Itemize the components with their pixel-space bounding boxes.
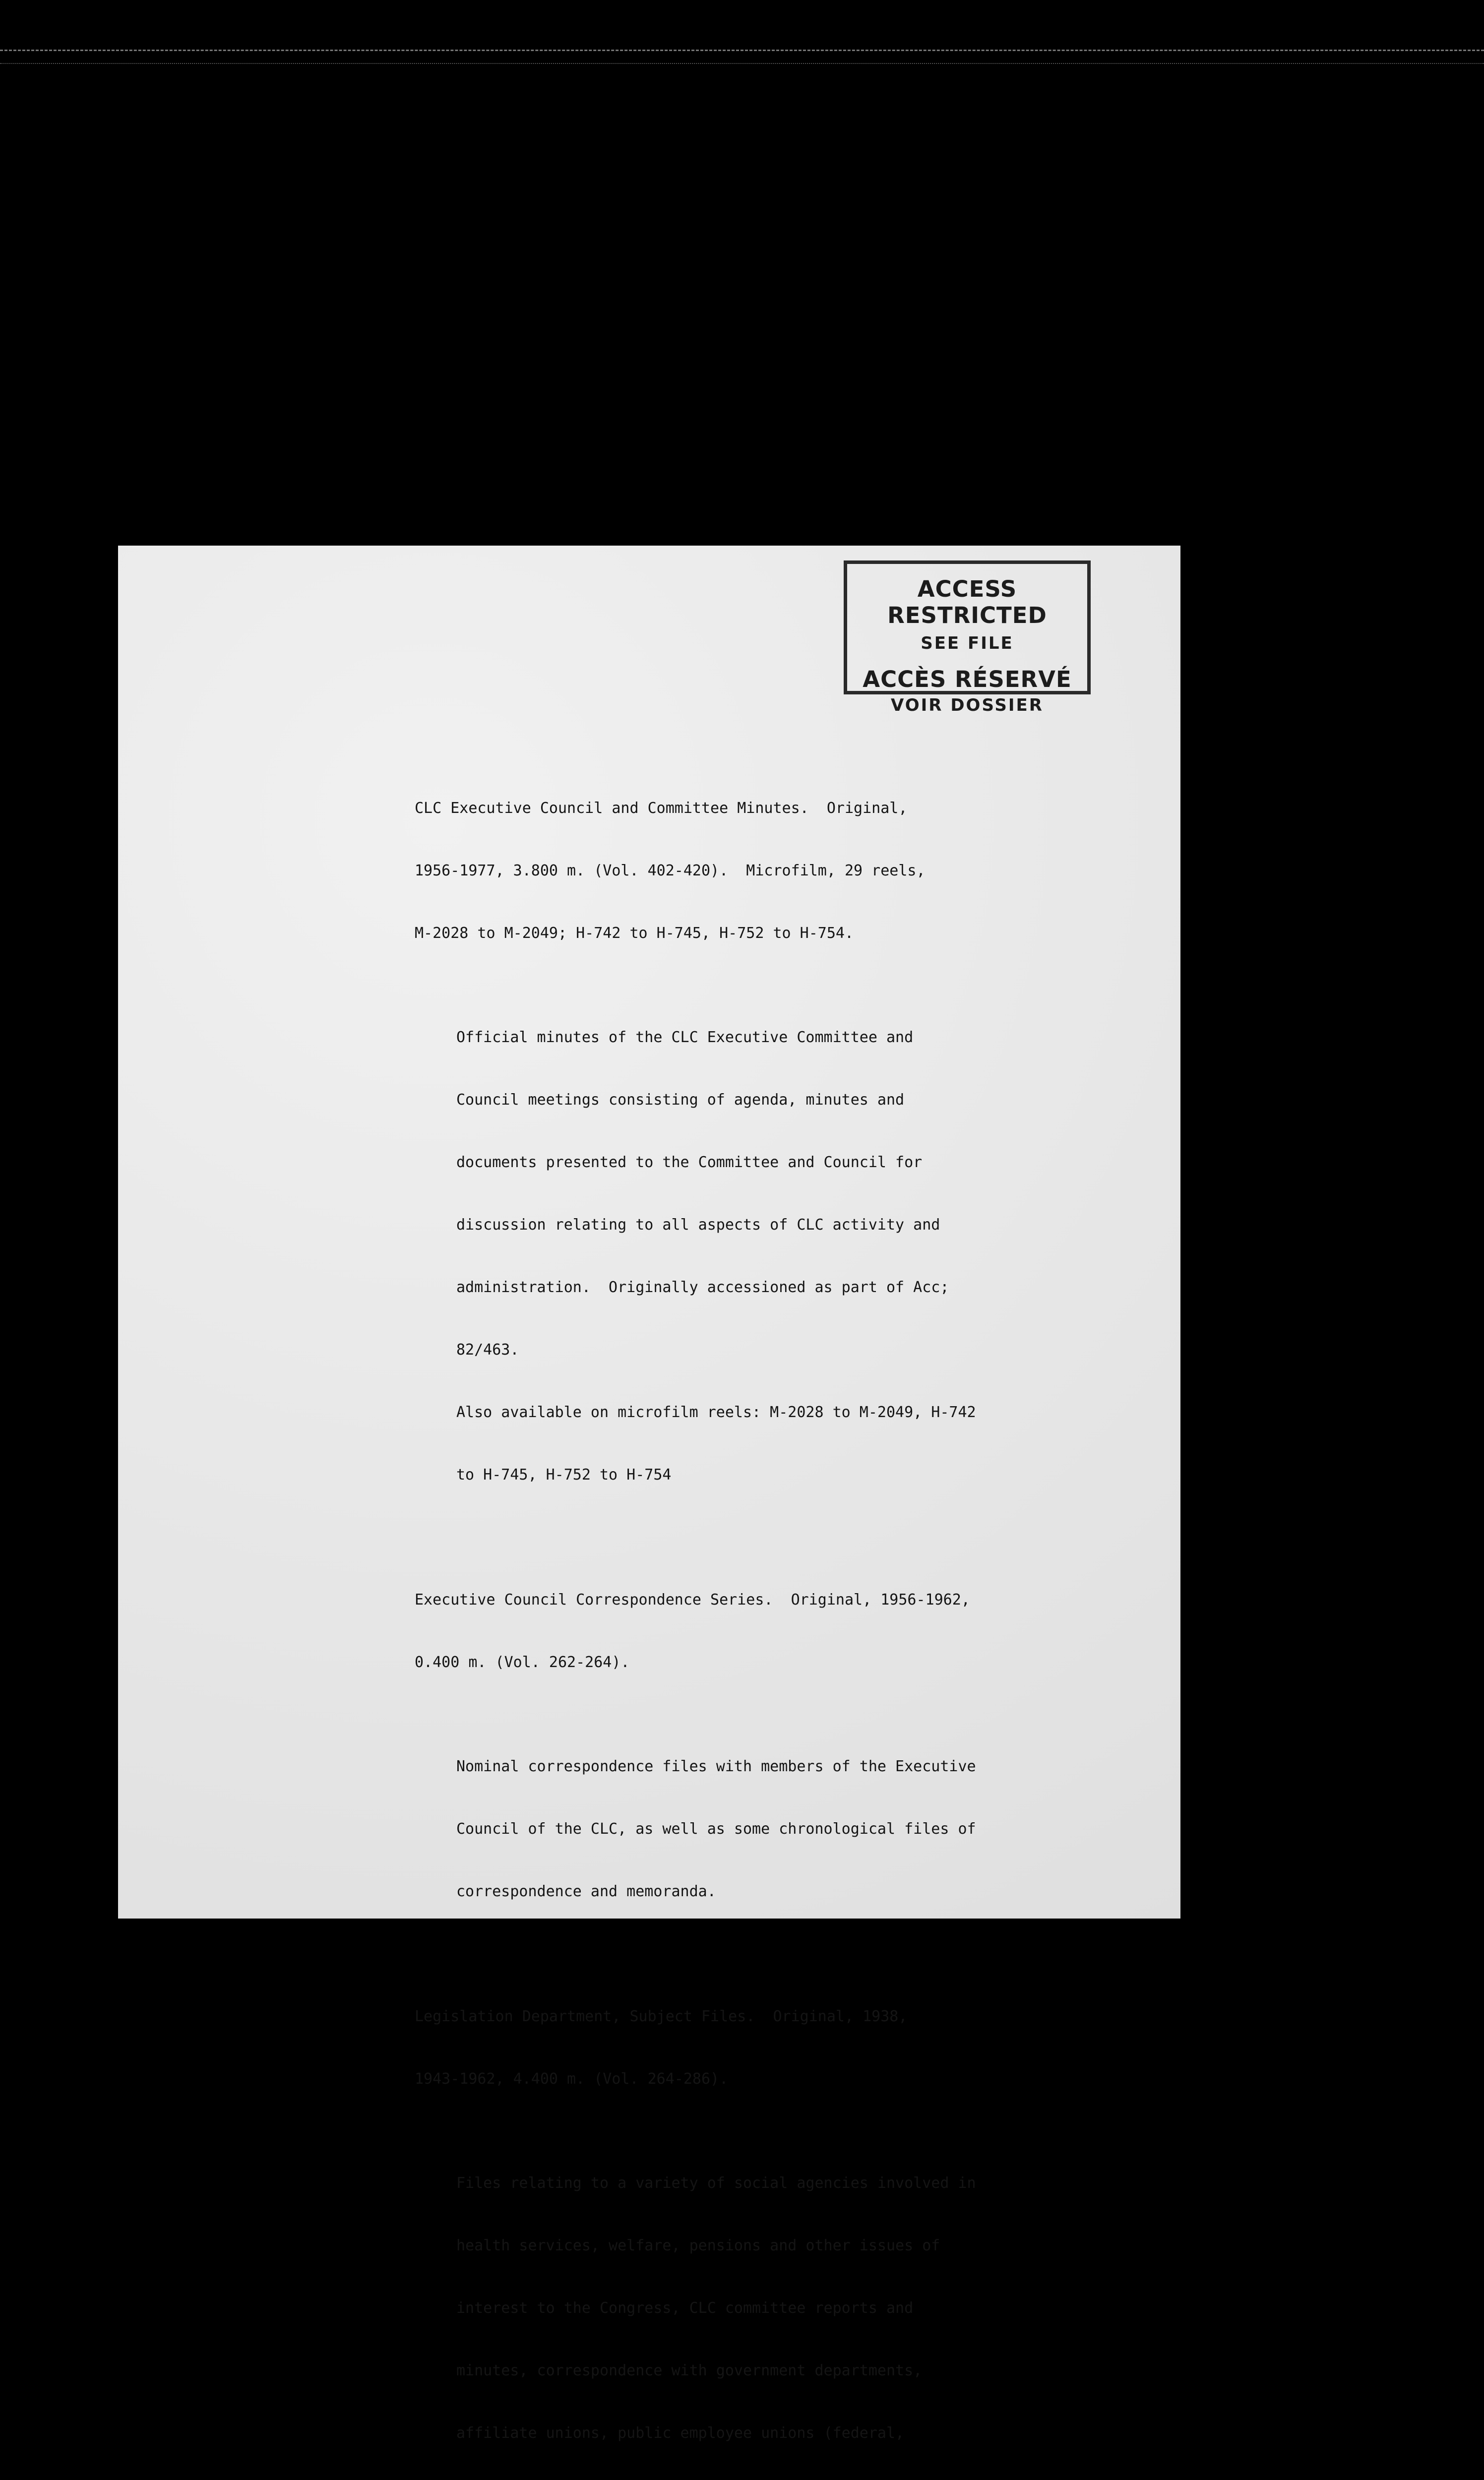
heading-line: M-2028 to M-2049; H-742 to H-745, H-752 to H-754. [415, 925, 854, 942]
stamp-line-access-restricted: ACCESS RESTRICTED [887, 576, 1047, 628]
entry-description [415, 986, 1159, 1527]
description-line: Files relating to a variety of social agencies involved in [456, 2174, 976, 2192]
entry-heading [415, 1965, 1159, 2131]
description-line: 82/463. [456, 1341, 519, 1359]
heading-line: Legislation Department, Subject Files. Original, 1938, [415, 2008, 908, 2025]
description-line: minutes, correspondence with government departments, [456, 2362, 923, 2379]
description-line: documents presented to the Committee and Council for [456, 1154, 923, 1171]
entry-description [415, 1715, 1159, 1944]
series-entry-executive-council-minutes [415, 756, 1159, 1527]
description-line: affiliate unions, public employee unions (federal, [456, 2424, 905, 2442]
microfilm-edge [0, 50, 1484, 64]
description-line: correspondence and memoranda. [456, 1883, 716, 1900]
description-line: interest to the Congress, CLC committee reports and [456, 2299, 914, 2317]
entry-description [415, 2131, 1159, 2480]
heading-line: Executive Council Correspondence Series. Original, 1956-1962, [415, 1591, 970, 1609]
entry-heading [415, 1548, 1159, 1715]
document-page [118, 546, 1180, 2442]
description-line: administration. Originally accessioned as part of Acc; [456, 1279, 949, 1296]
description-line: Nominal correspondence files with members of the Executive [456, 1758, 976, 1775]
heading-line: CLC Executive Council and Committee Minutes. Original, [415, 800, 908, 817]
description-line: Council of the CLC, as well as some chronological files of [456, 1820, 976, 1838]
entry-heading [415, 756, 1159, 986]
access-restricted-stamp [844, 560, 1091, 715]
description-line: to H-745, H-752 to H-754 [456, 1466, 672, 1484]
description-line: Also available on microfilm reels: M-2028 to M-2049, H-742 [456, 1404, 976, 1421]
description-line: discussion relating to all aspects of CLC activity and [456, 1216, 940, 1234]
description-line: health services, welfare, pensions and other issues of [456, 2237, 940, 2254]
series-list [415, 756, 1159, 2480]
series-entry-executive-council-correspondence [415, 1548, 1159, 1944]
series-entry-legislation-subject-files [415, 1965, 1159, 2480]
heading-line: 1943-1962, 4.400 m. (Vol. 264-286). [415, 2070, 729, 2088]
heading-line: 1956-1977, 3.800 m. (Vol. 402-420). Microfilm, 29 reels, [415, 862, 926, 879]
description-line: Council meetings consisting of agenda, minutes and [456, 1091, 905, 1109]
heading-line: 0.400 m. (Vol. 262-264). [415, 1654, 630, 1671]
stamp-line-acces-reserve: ACCÈS RÉSERVÉ [863, 666, 1072, 692]
description-line: Official minutes of the CLC Executive Committee and [456, 1029, 914, 1046]
stamp-line-see-file: SEE FILE [921, 633, 1014, 653]
stamp-line-voir-dossier: VOIR DOSSIER [891, 695, 1044, 715]
